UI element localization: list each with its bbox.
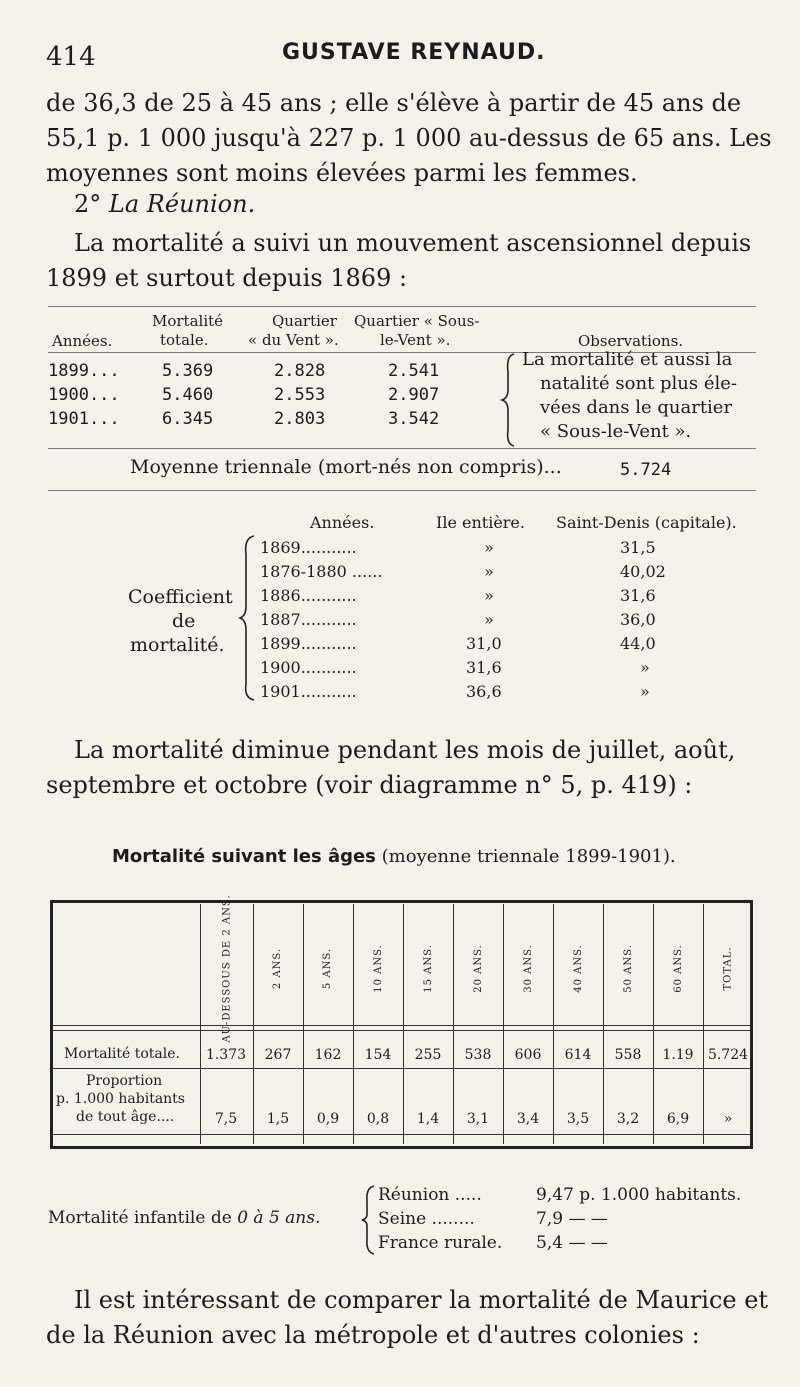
table-cell-capital: »: [640, 682, 650, 701]
page-number: 414: [46, 42, 96, 72]
infant-label: Mortalité infantile de 0 à 5 ans.: [48, 1208, 321, 1228]
table-cell-total: 5.369: [162, 361, 214, 381]
paragraph-line: La mortalité diminue pendant les mois de juillet, août,: [74, 736, 736, 764]
table-cell: 7,5: [214, 1111, 238, 1127]
observation-line: La mortalité et aussi la: [522, 349, 733, 370]
table-cell-capital: 36,0: [620, 610, 656, 629]
table-cell: 1.373: [205, 1047, 247, 1063]
table-cell: 154: [364, 1047, 392, 1063]
column-header-years: Années.: [52, 332, 113, 350]
column-header-island: Ile entière.: [436, 513, 525, 532]
table-cell-capital: 31,5: [620, 538, 656, 557]
table-cell-capital: »: [640, 658, 650, 677]
column-divider: [200, 904, 201, 1144]
table-cell: 558: [614, 1047, 642, 1063]
column-header-total: TOTAL.: [722, 945, 734, 991]
table-cell-island: 31,6: [466, 658, 502, 677]
intro-line: de 36,3 de 25 à 45 ans ; elle s'élève à partir de 45 ans de: [46, 89, 742, 117]
column-header-age: AU-DESSOUS DE 2 ANS.: [221, 893, 233, 1043]
table-cell: 5.724: [707, 1047, 749, 1063]
infant-place: Réunion .....: [378, 1185, 482, 1205]
table-cell: »: [723, 1111, 733, 1127]
running-header: GUSTAVE REYNAUD.: [282, 40, 546, 65]
column-header-years: Années.: [310, 513, 375, 532]
table-cell-sous: 2.907: [388, 385, 440, 405]
infant-place: Seine ........: [378, 1209, 475, 1229]
table-cell: 3,5: [566, 1111, 590, 1127]
table-cell: 255: [414, 1047, 442, 1063]
table-cell-capital: 44,0: [620, 634, 656, 653]
table-cell: 3,4: [516, 1111, 540, 1127]
column-header-age: 50 ANS.: [622, 943, 634, 993]
column-header-vent: « du Vent ».: [248, 331, 339, 349]
table-rule: [48, 306, 756, 307]
row-label: p. 1.000 habitants: [56, 1091, 185, 1107]
section-number: 2°: [74, 190, 102, 218]
column-header-vent: Quartier: [272, 312, 337, 330]
table-rule: [48, 490, 756, 491]
table-cell: 162: [314, 1047, 342, 1063]
table-cell-year: 1887...........: [260, 610, 357, 629]
table-cell: 0,8: [366, 1111, 390, 1127]
side-label: de: [172, 610, 196, 632]
row-label: de tout âge....: [76, 1109, 175, 1125]
average-value: 5.724: [620, 460, 672, 480]
table-cell-total: 6.345: [162, 409, 214, 429]
table-cell-island: »: [484, 538, 494, 557]
table-cell-capital: 40,02: [620, 562, 666, 581]
paragraph-line: septembre et octobre (voir diagramme n° 5, p. 419) :: [46, 771, 693, 799]
brace-icon: [500, 352, 520, 448]
column-header-age: 5 ANS.: [322, 947, 334, 989]
paragraph-line: Il est intéressant de comparer la mortalité de Maurice et: [74, 1286, 769, 1314]
table-cell: 3,2: [616, 1111, 640, 1127]
table-cell-island: »: [484, 586, 494, 605]
table-cell-island: 31,0: [466, 634, 502, 653]
table-rule: [53, 1025, 750, 1026]
table-cell-year: 1900...........: [260, 658, 357, 677]
column-header-age: 30 ANS.: [522, 943, 534, 993]
table-cell-year: 1876-1880 ......: [260, 562, 383, 581]
table-cell: 1,4: [416, 1111, 440, 1127]
table-cell-vent: 2.803: [274, 409, 326, 429]
table-cell-island: »: [484, 562, 494, 581]
table-cell-year: 1901...........: [260, 682, 357, 701]
column-header-total: Mortalité: [152, 312, 224, 330]
infant-place: France rurale.: [378, 1233, 503, 1253]
row-label: Proportion: [86, 1073, 163, 1089]
table-cell-sous: 2.541: [388, 361, 440, 381]
column-header-age: 10 ANS.: [372, 943, 384, 993]
table-cell-year: 1901...: [48, 409, 120, 429]
table-cell-island: »: [484, 610, 494, 629]
observation-line: « Sous-le-Vent ».: [540, 421, 692, 442]
column-header-sous: le-Vent ».: [380, 331, 451, 349]
column-header-age: 60 ANS.: [672, 943, 684, 993]
intro-line: moyennes sont moins élevées parmi les femmes.: [46, 159, 638, 187]
table-rule: [53, 1030, 750, 1031]
table-rule: [53, 1134, 750, 1135]
column-header-age: 20 ANS.: [472, 943, 484, 993]
table-cell: 0,9: [316, 1111, 340, 1127]
intro-line: 55,1 p. 1 000 jusqu'à 227 p. 1 000 au-dessus de 65 ans. Les: [46, 124, 772, 152]
table-cell: 538: [464, 1047, 492, 1063]
observation-line: natalité sont plus éle-: [540, 373, 738, 394]
table-cell: 1,5: [266, 1111, 290, 1127]
infant-value: 9,47 p. 1.000 habitants.: [536, 1185, 742, 1205]
table-cell: 606: [514, 1047, 542, 1063]
table-cell-year: 1900...: [48, 385, 120, 405]
table-cell-total: 5.460: [162, 385, 214, 405]
table-title: [112, 846, 676, 867]
table-cell: 267: [264, 1047, 292, 1063]
table-cell-island: 36,6: [466, 682, 502, 701]
column-header-total: totale.: [160, 331, 209, 349]
column-header-age: 15 ANS.: [422, 943, 434, 993]
table-cell: 614: [564, 1047, 592, 1063]
column-header-age: 2 ANS.: [272, 947, 284, 989]
table-cell-vent: 2.553: [274, 385, 326, 405]
row-label: Mortalité totale.: [64, 1046, 180, 1062]
average-label: Moyenne triennale (mort-nés non compris)...: [130, 456, 562, 478]
section-title: La Réunion.: [108, 190, 256, 218]
table-cell-year: 1869...........: [260, 538, 357, 557]
infant-value: 7,9 — —: [536, 1209, 608, 1229]
brace-icon: [360, 1184, 378, 1256]
column-header-observations: Observations.: [578, 332, 684, 350]
table-cell-year: 1886...........: [260, 586, 357, 605]
table-cell-sous: 3.542: [388, 409, 440, 429]
side-label: mortalité.: [130, 634, 225, 656]
infant-value: 5,4 — —: [536, 1233, 608, 1253]
table-cell-capital: 31,6: [620, 586, 656, 605]
paragraph-line: La mortalité a suivi un mouvement ascensionnel depuis: [74, 229, 752, 257]
brace-icon: [238, 534, 260, 702]
column-header-capital: Saint-Denis (capitale).: [556, 513, 737, 532]
column-header-sous: Quartier « Sous-: [354, 312, 480, 330]
table-title-rest: (moyenne triennale 1899-1901).: [381, 846, 676, 867]
side-label: Coefficient: [128, 586, 233, 608]
paragraph-line: 1899 et surtout depuis 1869 :: [46, 264, 408, 292]
table-cell: 1.19: [662, 1047, 694, 1063]
table-cell: 3,1: [466, 1111, 490, 1127]
observation-line: vées dans le quartier: [540, 397, 733, 418]
section-heading: [74, 190, 255, 218]
paragraph-line: de la Réunion avec la métropole et d'autres colonies :: [46, 1321, 700, 1349]
column-header-age: 40 ANS.: [572, 943, 584, 993]
infant-age-range: 0 à 5 ans.: [237, 1208, 321, 1228]
table-rule: [53, 1068, 750, 1069]
table-cell-vent: 2.828: [274, 361, 326, 381]
table-cell-year: 1899...: [48, 361, 120, 381]
table-cell: 6,9: [666, 1111, 690, 1127]
table-cell-year: 1899...........: [260, 634, 357, 653]
table-rule: [48, 448, 756, 449]
table-title-main: Mortalité suivant les âges: [112, 846, 376, 867]
